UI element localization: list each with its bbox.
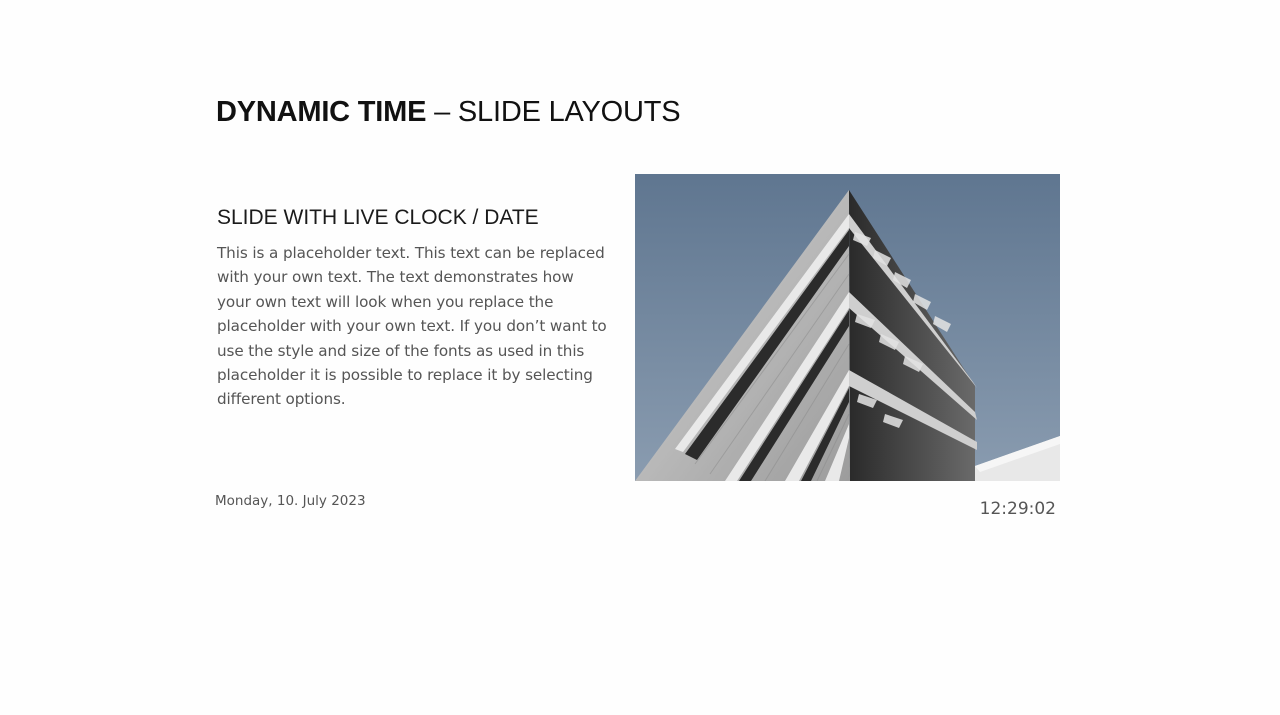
placeholder-body-text: This is a placeholder text. This text can be replaced with your own text. The text demonstrates how your own text will look when you replace the placeholder with your own text. If you don’t want to use the style and size of the fonts as used in this placeholder it is possible to replace it by selecting different options.: [217, 244, 607, 409]
section-heading: SLIDE WITH LIVE CLOCK / DATE: [217, 206, 539, 229]
building-photo: [635, 174, 1060, 481]
live-date: Monday, 10. July 2023: [215, 493, 366, 509]
slide-title-rest: – SLIDE LAYOUTS: [426, 96, 681, 128]
live-clock: 12:29:02: [979, 499, 1056, 519]
slide-title: [216, 94, 680, 130]
slide-title-bold: DYNAMIC TIME: [216, 96, 427, 128]
building-illustration: [635, 174, 1060, 481]
